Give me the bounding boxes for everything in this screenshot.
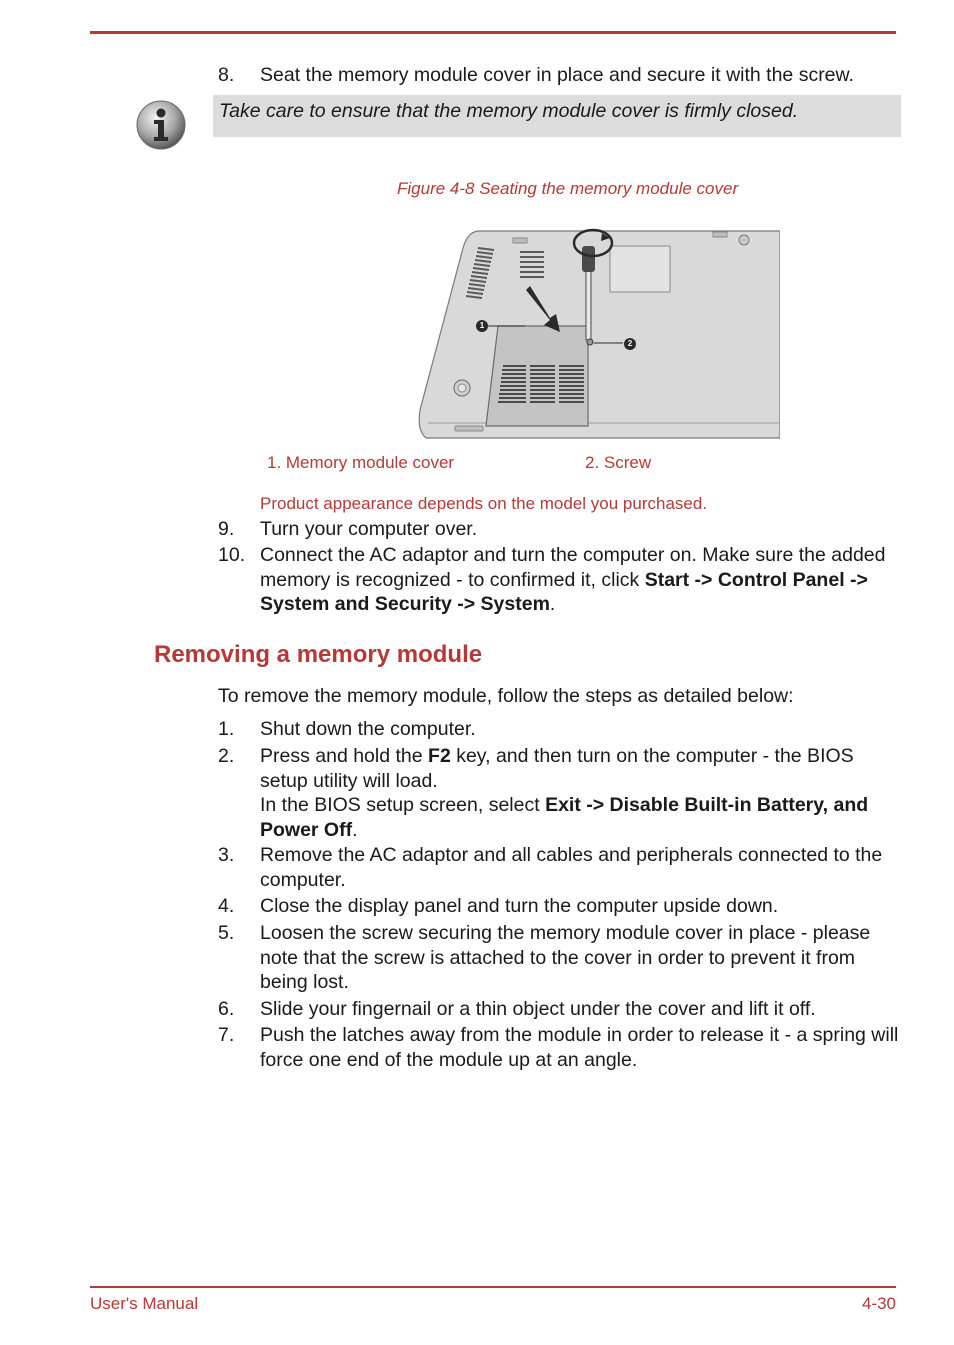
step-number: 4. (218, 895, 235, 917)
menu-path: Exit -> Disable Built-in Battery, and Power Off (260, 794, 869, 841)
footer-title: User's Manual (90, 1294, 199, 1313)
step-text: Push the latches away from the module in order to release it - a spring will force one end of the module up at an angle. (260, 1024, 899, 1071)
step-number: 1. (218, 718, 235, 740)
step-number: 10. (218, 544, 246, 566)
callout-1: 1 (476, 320, 488, 332)
step-number: 9. (218, 518, 235, 540)
callout-2: 2 (624, 338, 636, 350)
info-icon (135, 99, 187, 151)
menu-path: Start -> Control Panel -> System and Security -> System (260, 568, 868, 615)
appearance-note: Product appearance depends on the model you purchased. (260, 494, 708, 513)
step-text: Press and hold the F2 key, and then turn on the computer - the BIOS setup utility will load. In the BIOS setup screen, select Exit -> Disable Built-in Battery, and Power Off. (260, 745, 869, 841)
step-text: Slide your fingernail or a thin object under the cover and lift it off. (260, 998, 816, 1020)
figure-caption: Figure 4-8 Seating the memory module cover (397, 179, 739, 198)
key-name: F2 (428, 745, 451, 767)
section-heading: Removing a memory module (154, 641, 483, 668)
header-rule (90, 31, 896, 34)
legend-item-cover: 1. Memory module cover (267, 453, 455, 472)
step-number: 6. (218, 998, 235, 1020)
step-number: 8. (218, 64, 235, 86)
step-number: 5. (218, 922, 235, 944)
note-text: Take care to ensure that the memory module cover is firmly closed. (219, 100, 799, 122)
step-text: Seat the memory module cover in place and secure it with the screw. (260, 64, 854, 86)
step-text: Loosen the screw securing the memory module cover in place - please note that the screw is attached to the cover in order to prevent it from being lost. (260, 922, 871, 993)
step-number: 2. (218, 745, 235, 767)
intro-paragraph: To remove the memory module, follow the steps as detailed below: (218, 685, 794, 707)
step-text: Shut down the computer. (260, 718, 476, 740)
step-number: 7. (218, 1024, 235, 1046)
footer-rule (90, 1286, 896, 1288)
step-text: Turn your computer over. (260, 518, 478, 540)
step-text: Close the display panel and turn the computer upside down. (260, 895, 779, 917)
step-text: Remove the AC adaptor and all cables and peripherals connected to the computer. (260, 844, 883, 891)
step-number: 3. (218, 844, 235, 866)
step-text: Connect the AC adaptor and turn the computer on. Make sure the added memory is recognized - to confirmed it, click Start -> Control Panel -> System and Security -> System. (260, 544, 886, 615)
legend-item-screw: 2. Screw (585, 453, 652, 472)
note-box (213, 95, 901, 137)
page-number: 4-30 (861, 1294, 896, 1313)
figure-illustration (418, 228, 780, 440)
